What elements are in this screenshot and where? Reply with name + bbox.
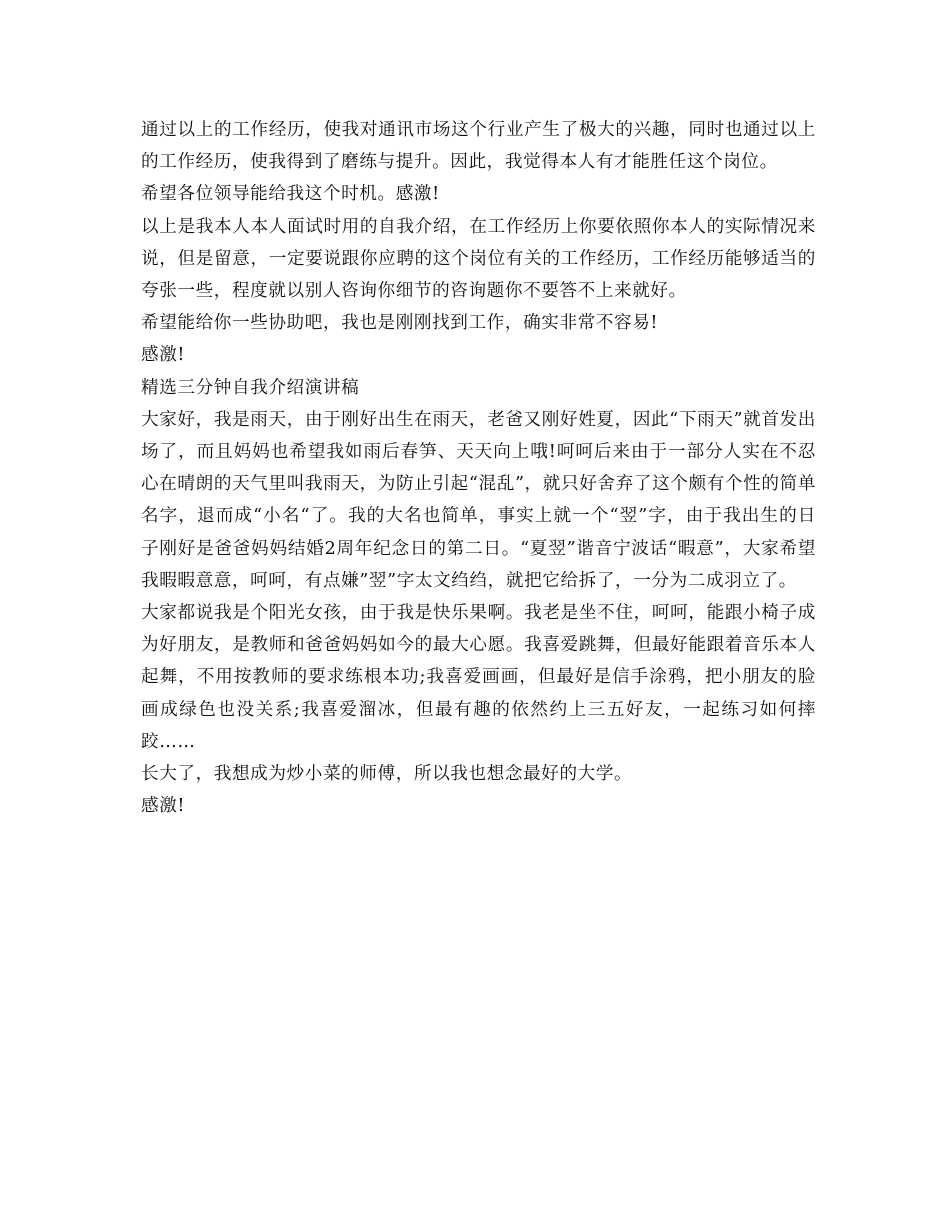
paragraph-hope-leaders: 希望各位领导能给我这个时机。感激! [141,184,440,205]
paragraph-thanks-2: 感激! [141,796,186,817]
paragraph-future-dream: 长大了，我想成为炒小菜的师傅，所以我也想念最好的大学。 [141,764,633,785]
section-heading: 精选三分钟自我介绍演讲稿 [141,377,360,398]
paragraph-work-experience: 通过以上的工作经历，使我对通讯市场这个行业产生了极大的兴趣，同时也通过以上的工作经历，使我得到了磨练与提升。因此，我觉得本人有才能胜任这个岗位。 [141,120,816,173]
paragraph-hope-help: 希望能给你一些协助吧，我也是刚刚找到工作，确实非常不容易! [141,313,659,334]
paragraph-name-story: 大家好，我是雨天，由于刚好出生在雨天，老爸又刚好姓夏，因此“下雨天”就首发出场了，而且妈妈也希望我如雨后春笋、天天向上哦!呵呵后来由于一部分人实在不忍心在晴朗的天气里叫我雨天，为防止引起“混乱”，就只好舍弃了这个颇有个性的简单名字，退而成“小名“了。我的大名也简单，事实上就一个“翌”字，由于我出生的日子刚好是爸爸妈妈结婚2周年纪念日的第二日。“夏翌”谐音宁波话“暇意”，大家希望我暇暇意意，呵呵，有点嫌”翌”字太文绉绉，就把它给拆了，一分为二成羽立了。 [141,409,816,591]
paragraph-sunshine-girl: 大家都说我是个阳光女孩，由于我是快乐果啊。我老是坐不住，呵呵，能跟小椅子成为好朋友，是教师和爸爸妈妈如今的最大心愿。我喜爱跳舞，但最好能跟着音乐本人起舞，不用按教师的要求练根本功;我喜爱画画，但最好是信手涂鸦，把小朋友的脸画成绿色也没关系;我喜爱溜冰，但最有趣的依然约上三五好友，一起练习如何摔跤…… [141,603,816,752]
paragraph-interview-advice: 以上是我本人本人面试时用的自我介绍，在工作经历上你要依照你本人的实际情况来说，但是留意，一定要说跟你应聘的这个岗位有关的工作经历，工作经历能够适当的夸张一些，程度就以别人咨询你细节的咨询题你不要答不上来就好。 [141,216,816,302]
document-body [141,114,816,822]
paragraph-thanks-1: 感激! [141,345,186,366]
